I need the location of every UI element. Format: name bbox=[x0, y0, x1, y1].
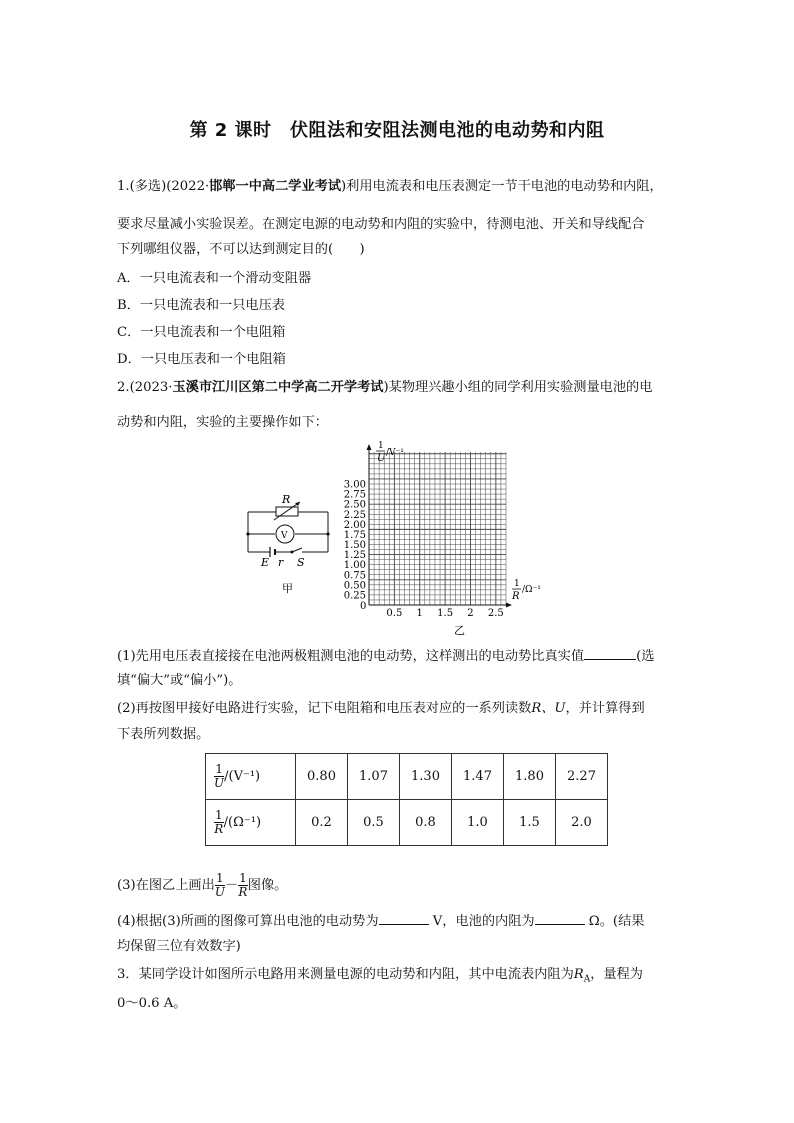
y-axis-unit: /V⁻¹ bbox=[386, 448, 404, 458]
answer-blank-1[interactable] bbox=[584, 647, 636, 660]
x-tick-label: 2.5 bbox=[487, 608, 504, 619]
table-cell: 1.30 bbox=[400, 754, 452, 800]
q1-line3: 下列哪组仪器，不可以达到测定目的( ) bbox=[117, 242, 365, 257]
y-tick-label: 2.75 bbox=[343, 489, 366, 501]
table-cell: 1.5 bbox=[504, 800, 556, 846]
y-axis-den: U bbox=[377, 453, 386, 464]
x-axis-den: R bbox=[512, 591, 520, 602]
label-s: S bbox=[297, 556, 305, 569]
y-tick-label: 1.75 bbox=[343, 529, 366, 541]
table-cell: 2.0 bbox=[556, 800, 608, 846]
page-title: 第 2 课时 伏阻法和安阻法测电池的电动势和内阻 bbox=[189, 120, 605, 141]
y-tick-label: 0.75 bbox=[343, 570, 366, 582]
q1-option-c: C．一只电流表和一个电阻箱 bbox=[117, 325, 286, 340]
table-row bbox=[206, 754, 608, 800]
y-tick-label: 3.00 bbox=[343, 479, 366, 491]
label-r-resistor: R bbox=[282, 493, 291, 506]
table-cell: 0.5 bbox=[348, 800, 400, 846]
y-tick-label: 0.25 bbox=[343, 590, 366, 602]
table-row bbox=[206, 800, 608, 846]
label-r-internal: r bbox=[278, 556, 284, 569]
graph-caption: 乙 bbox=[454, 624, 465, 637]
table-cell: 1.80 bbox=[504, 754, 556, 800]
q2-line2: 动势和内阻，实验的主要操作如下： bbox=[117, 415, 328, 430]
circuit-caption: 甲 bbox=[282, 582, 293, 595]
y-tick-label: 2.25 bbox=[343, 509, 366, 521]
circuit-diagram bbox=[240, 490, 340, 605]
table-cell: 1.07 bbox=[348, 754, 400, 800]
y-tick-label: 2.50 bbox=[343, 499, 366, 511]
y-tick-label: 1.50 bbox=[343, 540, 366, 551]
q3-line2: 0～0.6 A。 bbox=[117, 996, 187, 1011]
q3-line1: 3．某同学设计如图所示电路用来测量电源的电动势和内阻，其中电流表内阻为$R_A$，量程为 bbox=[117, 967, 643, 985]
table-cell: 2.27 bbox=[556, 754, 608, 800]
table-cell: 1.47 bbox=[452, 754, 504, 800]
row1-header: $\frac{1}{U}/(V^{-1})$ bbox=[206, 754, 296, 800]
label-e: E bbox=[261, 556, 270, 569]
graph-grid bbox=[369, 452, 506, 605]
table-cell: 1.0 bbox=[452, 800, 504, 846]
q2-line1: 2.(2023·玉溪市江川区第二中学高二开学考试)某物理兴趣小组的同学利用实验测量电池的电 bbox=[117, 380, 653, 395]
q2-sub4-line2: 均保留三位有效数字) bbox=[117, 939, 241, 954]
q2-sub1-line2: 填“偏大”或“偏小”)。 bbox=[117, 673, 242, 688]
q2-sub1-line1: (1)先用电压表直接接在电池两极粗测电池的电动势，这样测出的电动势比真实值 (选 bbox=[117, 649, 655, 664]
x-tick-label: 1.5 bbox=[437, 608, 454, 619]
q1-option-d: D．一只电压表和一个电阻箱 bbox=[117, 352, 286, 367]
q2-sub2-line1: (2)再按图甲接好电路进行实验，记下电阻箱和电压表对应的一系列读数R、U，并计算得到 bbox=[117, 701, 645, 716]
table-cell: 0.8 bbox=[400, 800, 452, 846]
q2-sub3: (3)在图乙上画出 $\frac{1}{U}-$ $\frac{1}{R}$图像。 bbox=[117, 871, 288, 899]
label-voltmeter: V bbox=[281, 531, 288, 541]
q1-line2: 要求尽量减小实验误差。在测定电源的电动势和内阻的实验中，待测电池、开关和导线配合 bbox=[117, 217, 645, 232]
x-tick-label: 0.5 bbox=[386, 608, 403, 619]
q1-option-b: B．一只电流表和一只电压表 bbox=[117, 298, 285, 313]
q2-sub2-line2: 下表所列数据。 bbox=[117, 727, 210, 742]
table-cell: 0.2 bbox=[296, 800, 348, 846]
answer-blank-resistance[interactable] bbox=[535, 912, 585, 925]
grid-graph bbox=[336, 440, 551, 640]
y-tick-label: 2.00 bbox=[343, 519, 366, 531]
x-tick-label: 1 bbox=[416, 608, 423, 619]
y-tick-label: 0.50 bbox=[343, 580, 366, 592]
q1-line1: 1.(多选)(2022·邯郸一中高二学业考试)利用电流表和电压表测定一节干电池的电动势和内阻， bbox=[117, 179, 663, 194]
origin-label: 0 bbox=[360, 601, 367, 612]
x-axis-num: 1 bbox=[514, 579, 520, 589]
row2-header: $\frac{1}{R}/(\Omega^{-1})$ bbox=[206, 800, 296, 846]
x-tick-label: 2 bbox=[467, 608, 474, 619]
y-tick-label: 1.00 bbox=[343, 560, 366, 572]
y-tick-label: 1.25 bbox=[343, 550, 366, 562]
data-table bbox=[205, 753, 608, 846]
answer-blank-emf[interactable] bbox=[379, 912, 429, 925]
x-axis-unit: /Ω⁻¹ bbox=[522, 585, 541, 595]
q2-sub4-line1: (4)根据(3)所画的图像可算出电池的电动势为 V，电池的内阻为 Ω。(结果 bbox=[117, 914, 645, 929]
y-axis-num: 1 bbox=[378, 441, 384, 451]
q1-option-a: A．一只电流表和一个滑动变阻器 bbox=[117, 271, 312, 286]
table-cell: 0.80 bbox=[296, 754, 348, 800]
